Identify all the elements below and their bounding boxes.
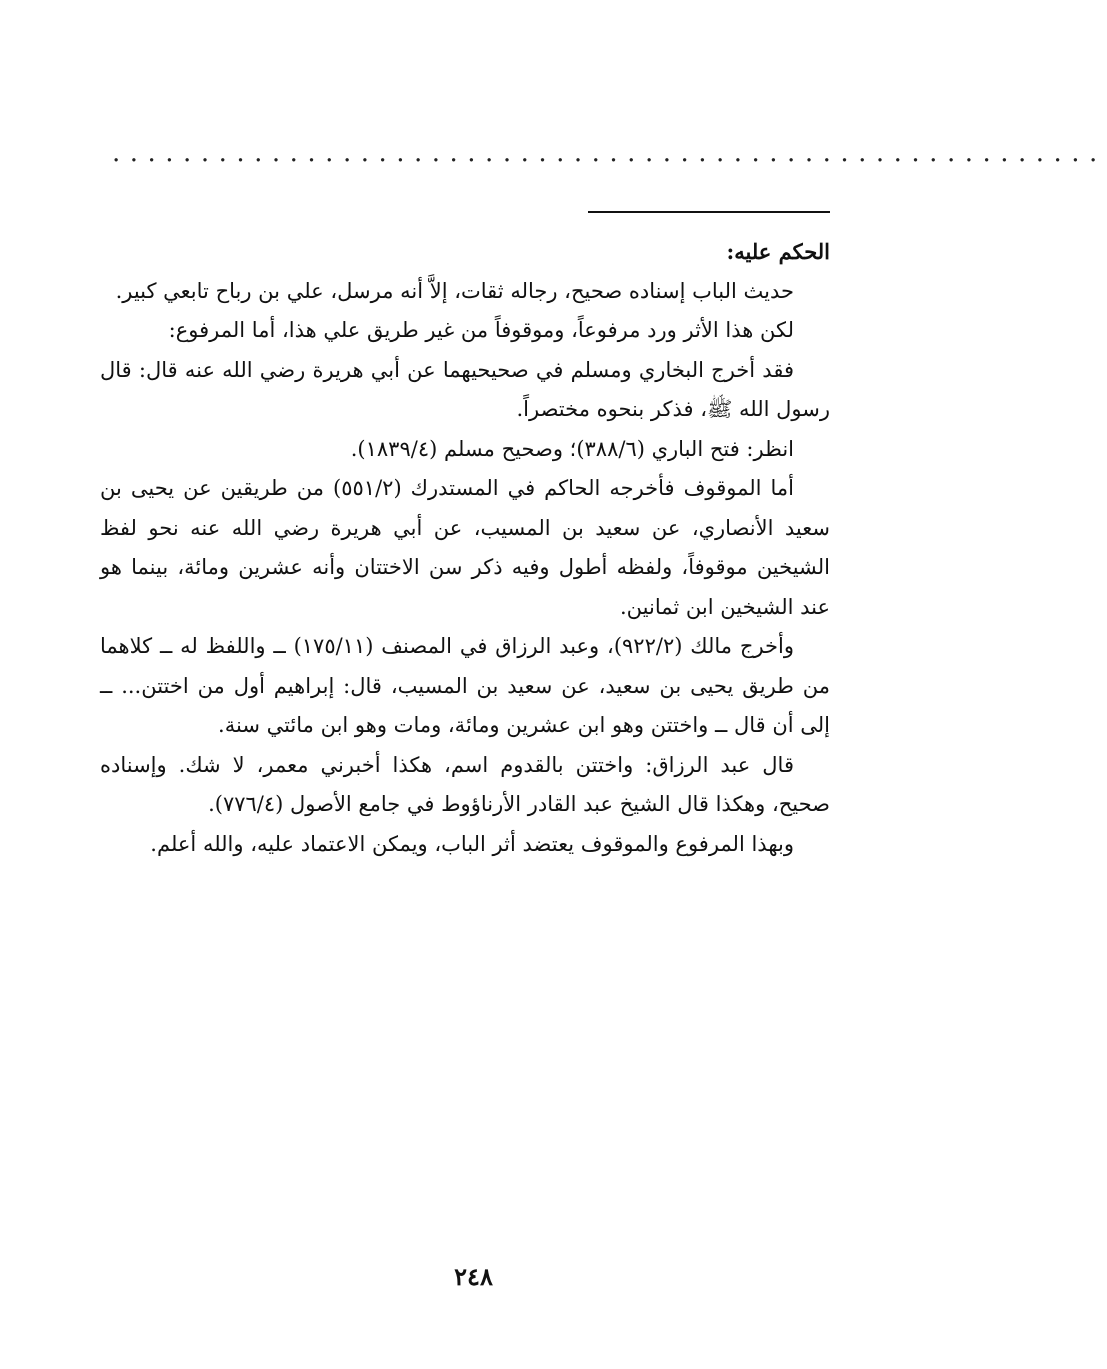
section-heading: الحكم عليه: (726, 239, 830, 264)
paragraph-bukhari-muslim: فقد أخرج البخاري ومسلم في صحيحيهما عن أبي هريرة رضي الله عنه قال: قال رسول الله ﷺ، فذكر بنحوه مختصراً. (100, 357, 830, 421)
paragraph-references: انظر: فتح الباري (٣٨٨/٦)؛ وصحيح مسلم (١٨٣٩/٤). (350, 436, 794, 461)
paragraph-marfu-intro: لكن هذا الأثر ورد مرفوعاً، وموقوفاً من غير طريق علي هذا، أما المرفوع: (168, 318, 794, 342)
paragraph-ruling: حديث الباب إسناده صحيح، رجاله ثقات، إلاَّ أنه مرسل، علي بن رباح تابعي كبير. (115, 278, 794, 303)
paragraph-conclusion: وبهذا المرفوع والموقوف يعتضد أثر الباب، ويمكن الاعتماد عليه، والله أعلم. (150, 831, 794, 856)
paragraph-abdulrazzaq-quote: قال عبد الرزاق: واختتن بالقدوم اسم، هكذا أخبرني معمر، لا شك. وإسناده صحيح، وهكذا قال الشيخ عبد القادر الأرناؤوط في جامع الأصول (٧٧٦/٤). (100, 752, 830, 816)
page-number: ٢٤٨ (454, 1262, 493, 1291)
dotted-separator: ........................................................ (112, 138, 1107, 168)
paragraph-malik-abdulrazzaq: وأخرج مالك (٩٢٢/٢)، وعبد الرزاق في المصنف (١٧٥/١١) ــ واللفظ له ــ كلاهما من طريق يحيى بن سعيد، عن سعيد بن المسيب، قال: إبراهيم أول من اختتن... ــ إلى أن قال ــ واختتن وهو ابن عشرين ومائة، ومات وهو ابن مائتي سنة. (100, 634, 830, 737)
paragraph-mawquf-hakim: أما الموقوف فأخرجه الحاكم في المستدرك (٥٥١/٢) من طريقين عن يحيى بن سعيد الأنصاري، عن سعيد بن المسيب، عن أبي هريرة رضي الله عنه نحو لفظ الشيخين موقوفاً، ولفظه أطول وفيه ذكر سن الاختتان وأنه عشرين ومائة، بينما هو عند الشيخين ابن ثمانين. (100, 476, 830, 619)
page-body (100, 232, 830, 864)
footnote-rule (588, 211, 830, 213)
